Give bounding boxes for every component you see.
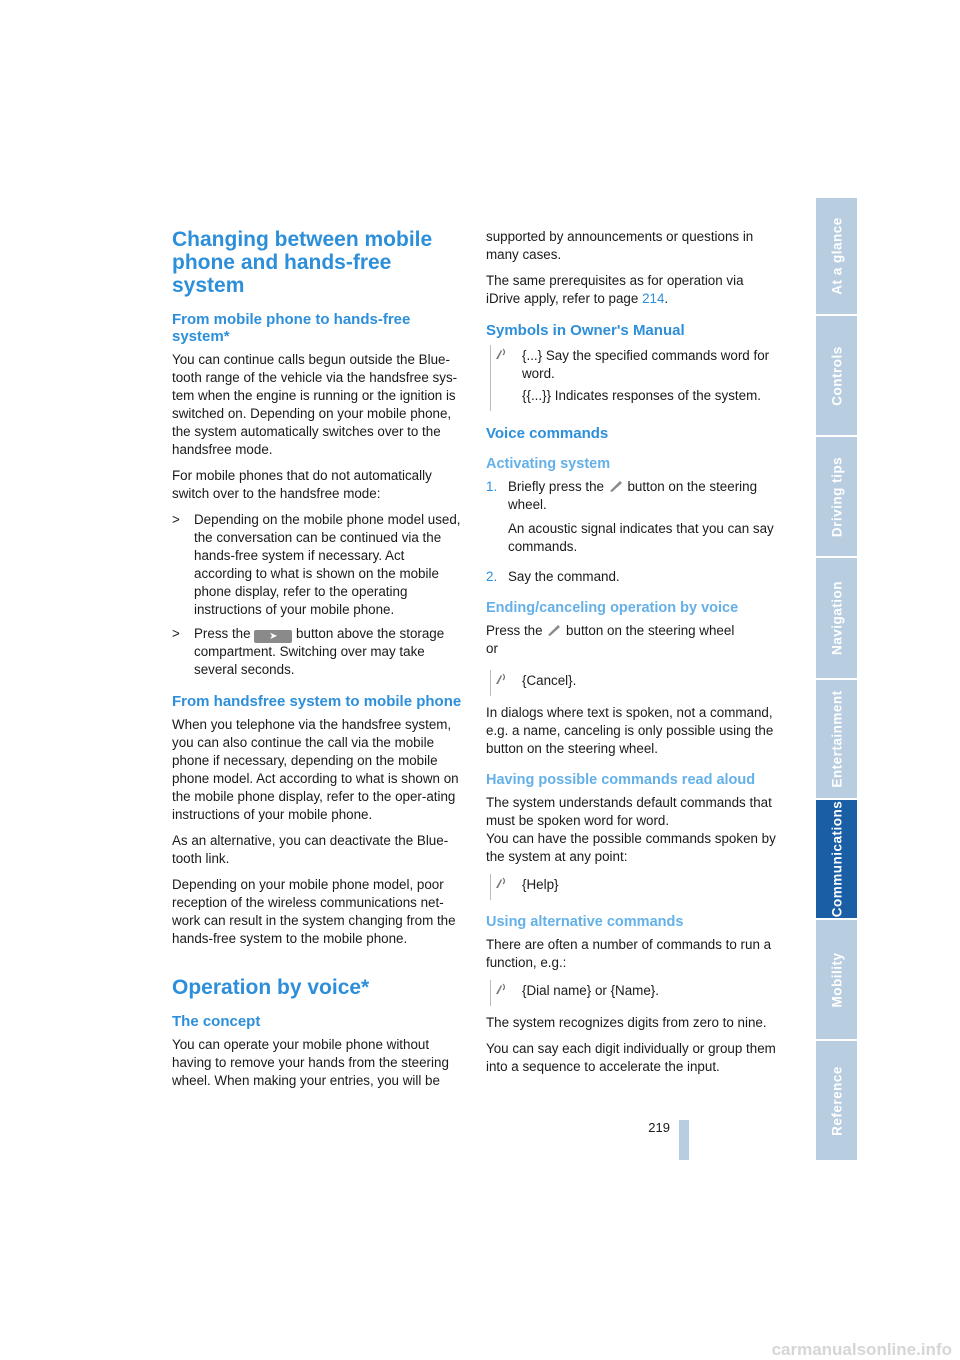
paragraph: You can say each digit individually or group them into a sequence to accelerate the input. <box>486 1041 776 1074</box>
paragraph-text: button on the steering wheel <box>566 623 735 638</box>
paragraph: The system recognizes digits from zero to nine. <box>486 1015 767 1030</box>
list-item <box>172 511 464 619</box>
tab-driving-tips[interactable] <box>816 437 857 558</box>
list-item-text <box>194 625 464 679</box>
paragraph-text: or <box>486 641 498 656</box>
bullet-marker: > <box>172 626 180 641</box>
paragraph-punct: . <box>664 291 669 306</box>
voice-icon <box>491 672 522 694</box>
paragraph: You can continue calls begun outside the Blue-tooth range of the vehicle via the handsfree sys-tem when the engine is running or the ignition is switched on. Depending on your mobile phone, the system automatically switches over to the handsfree mode. <box>172 352 458 457</box>
heading-changing: Changing between mobile phone and hands-free system <box>172 228 433 297</box>
tab-label: Reference <box>829 1065 844 1136</box>
tab-mobility[interactable] <box>816 920 857 1041</box>
tab-reference[interactable] <box>816 1041 857 1162</box>
bullet-marker: > <box>172 512 180 527</box>
paragraph: For mobile phones that do not automatically switch over to the handsfree mode: <box>172 468 432 501</box>
page-reference-link[interactable]: 214 <box>642 291 665 306</box>
symbol-say: {...} Say the specified commands word for word. <box>522 348 770 381</box>
tab-controls[interactable] <box>816 316 857 437</box>
step-note: An acoustic signal indicates that you can say commands. <box>508 521 774 554</box>
list-item-text: Say the command. <box>508 569 620 584</box>
heading-symbols: Symbols in Owner's Manual <box>486 322 685 339</box>
page-number: 219 <box>648 1120 670 1135</box>
paragraph: You can have the possible commands spoken by the system at any point: <box>486 831 776 864</box>
paragraph <box>486 272 780 308</box>
tab-label: At a glance <box>829 217 844 295</box>
voice-icon <box>491 876 522 898</box>
talk-button-icon <box>546 623 562 637</box>
symbol-response: {{...}} Indicates responses of the system. <box>522 388 761 403</box>
paragraph: As an alternative, you can deactivate the Blue-tooth link. <box>172 833 449 866</box>
list-item-text-after: button above the storage compartment. Switching over may take several seconds. <box>194 626 445 677</box>
command-dial: {Dial name} or {Name}. <box>522 983 659 998</box>
command-cancel: {Cancel}. <box>522 673 577 688</box>
tab-label: Entertainment <box>829 690 844 788</box>
list-item <box>486 478 780 562</box>
voice-block-help <box>490 874 780 900</box>
voice-block-symbols <box>490 345 780 411</box>
voice-block-cancel <box>490 670 780 696</box>
talk-button-icon <box>608 479 624 493</box>
heading-activating: Activating system <box>486 456 611 472</box>
paragraph: You can operate your mobile phone without having to remove your hands from the steering wheel. When making your entries, you will be <box>172 1037 449 1088</box>
paragraph-text: Press the <box>486 623 543 638</box>
step-text-before: Briefly press the <box>508 479 605 494</box>
right-column <box>486 228 780 1084</box>
page-number-bar <box>679 1120 689 1160</box>
voice-icon <box>491 347 522 409</box>
tab-label: Controls <box>829 345 844 406</box>
heading-operation-by-voice: Operation by voice* <box>172 976 370 999</box>
voice-icon <box>491 982 522 1004</box>
paragraph: Depending on your mobile phone model, poor reception of the wireless communications net-work can result in the system changing from the hands-free system to the mobile phone. <box>172 877 456 946</box>
list-item-text <box>508 478 780 562</box>
tab-label: Navigation <box>829 580 844 656</box>
tab-entertainment[interactable] <box>816 680 857 800</box>
section-tabs <box>816 198 857 1160</box>
watermark: carmanualsonline.info <box>771 1340 952 1359</box>
list-item-text: Depending on the mobile phone model used, the conversation can be continued via the hands-free system if necessary. Act according to what is shown on the mobile phone display, refer to the operating instructions of your mobile phone. <box>194 512 461 617</box>
heading-voice-commands: Voice commands <box>486 425 609 442</box>
tab-label: Communications <box>829 800 844 918</box>
step-number: 2. <box>486 569 498 584</box>
heading-ending: Ending/canceling operation by voice <box>486 600 739 616</box>
paragraph: When you telephone via the handsfree system, you can also continue the call via the mobile phone if necessary, depending on the mobile phone model. Act according to what is shown on the mobile phone display, refer to the oper-ating instructions of your mobile phone. <box>172 717 459 822</box>
heading-concept: The concept <box>172 1013 261 1030</box>
tab-label: Mobility <box>829 952 844 1007</box>
paragraph: supported by announcements or questions in many cases. <box>486 229 754 262</box>
paragraph: In dialogs where text is spoken, not a command, e.g. a name, canceling is only possible using the button on the steering wheel. <box>486 705 774 756</box>
command-help: {Help} <box>522 877 559 892</box>
tab-navigation[interactable] <box>816 558 857 680</box>
paragraph: There are often a number of commands to run a function, e.g.: <box>486 937 772 970</box>
step-number: 1. <box>486 479 498 494</box>
list-item <box>172 625 464 679</box>
list-item-text-before: Press the <box>194 626 251 641</box>
paragraph: The system understands default commands that must be spoken word for word. <box>486 795 772 828</box>
tab-label: Driving tips <box>829 456 844 537</box>
tab-at-a-glance[interactable] <box>816 198 857 316</box>
left-column <box>172 228 464 1098</box>
heading-handsfree-to-mobile: From handsfree system to mobile phone <box>172 693 462 710</box>
list-item <box>486 568 780 586</box>
tab-communications[interactable] <box>816 800 857 920</box>
paragraph-text: The same prerequisites as for operation via iDrive apply, refer to page <box>486 273 744 306</box>
heading-mobile-to-handsfree: From mobile phone to hands-free system* <box>172 311 411 345</box>
heading-read-aloud: Having possible commands read aloud <box>486 772 756 788</box>
phone-handsfree-button-icon: ➤ <box>254 630 292 643</box>
voice-block-dial <box>490 980 780 1006</box>
step-text-after: button on the steering wheel. <box>508 479 758 512</box>
heading-alternative: Using alternative commands <box>486 914 684 930</box>
paragraph <box>486 622 780 658</box>
